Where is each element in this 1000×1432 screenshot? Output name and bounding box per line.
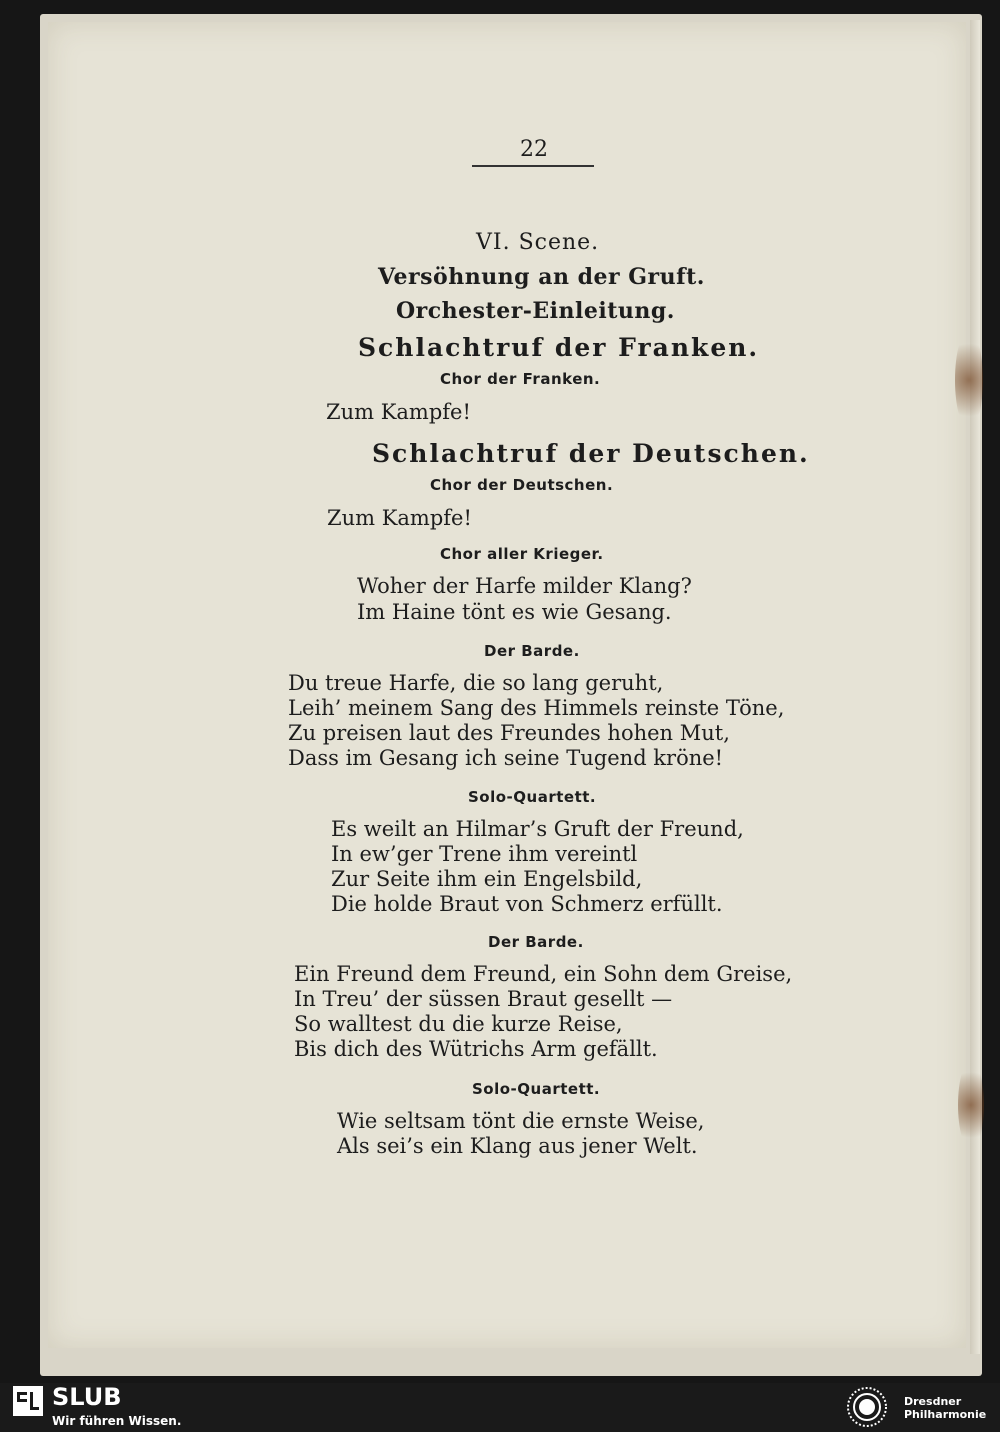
page-edge [970, 20, 980, 1354]
speaker-label: Chor der Franken. [440, 370, 601, 388]
verse-line: Leih’ meinem Sang des Himmels reinste Töne, [288, 696, 785, 720]
speaker-label: Solo-Quartett. [468, 788, 597, 806]
verse-line: Im Haine tönt es wie Gesang. [357, 600, 672, 624]
speaker-label: Der Barde. [488, 933, 584, 951]
verse-line: Als sei’s ein Klang aus jener Welt. [337, 1134, 698, 1158]
verse-line: Zum Kampfe! [327, 506, 472, 530]
section-heading: Versöhnung an der Gruft. [378, 264, 705, 290]
slub-logo-icon[interactable] [13, 1386, 43, 1416]
verse-line: Bis dich des Wütrichs Arm gefällt. [294, 1037, 658, 1061]
verse-line: Zu preisen laut des Freundes hohen Mut, [288, 721, 730, 745]
section-heading: Schlachtruf der Franken. [358, 333, 760, 362]
philharmonie-name[interactable] [904, 1395, 986, 1421]
verse-line: Woher der Harfe milder Klang? [357, 574, 692, 598]
scene-title: VI. Scene. [476, 230, 600, 255]
speaker-label: Der Barde. [484, 642, 580, 660]
verse-line: Zur Seite ihm ein Engelsbild, [331, 867, 643, 891]
verse-line: Ein Freund dem Freund, ein Sohn dem Greise, [294, 962, 793, 986]
speaker-label: Chor aller Krieger. [440, 545, 604, 563]
verse-line: Dass im Gesang ich seine Tugend kröne! [288, 746, 724, 770]
speaker-label: Chor der Deutschen. [430, 476, 614, 494]
verse-line: In ew’ger Trene ihm vereintl [331, 842, 638, 866]
philharmonie-name-line1: Dresdner [904, 1395, 962, 1408]
verse-line: Zum Kampfe! [326, 400, 471, 424]
verse-line: Es weilt an Hilmar’s Gruft der Freund, [331, 817, 744, 841]
stain-mark [958, 1060, 984, 1150]
section-heading: Orchester-Einleitung. [396, 298, 675, 324]
stain-mark [955, 330, 983, 430]
slub-brand[interactable]: SLUB [52, 1383, 122, 1411]
page-number-rule [472, 165, 594, 167]
speaker-label: Solo-Quartett. [472, 1080, 601, 1098]
verse-line: Du treue Harfe, die so lang geruht, [288, 671, 664, 695]
verse-line: So walltest du die kurze Reise, [294, 1012, 623, 1036]
verse-line: Wie seltsam tönt die ernste Weise, [337, 1109, 705, 1133]
philharmonie-logo-icon[interactable] [842, 1385, 892, 1429]
section-heading: Schlachtruf der Deutschen. [372, 439, 810, 468]
verse-line: Die holde Braut von Schmerz erfüllt. [331, 892, 723, 916]
page-number: 22 [520, 137, 548, 162]
verse-line: In Treu’ der süssen Braut gesellt — [294, 987, 673, 1011]
philharmonie-name-line2: Philharmonie [904, 1408, 987, 1421]
slub-tagline: Wir führen Wissen. [52, 1414, 182, 1428]
